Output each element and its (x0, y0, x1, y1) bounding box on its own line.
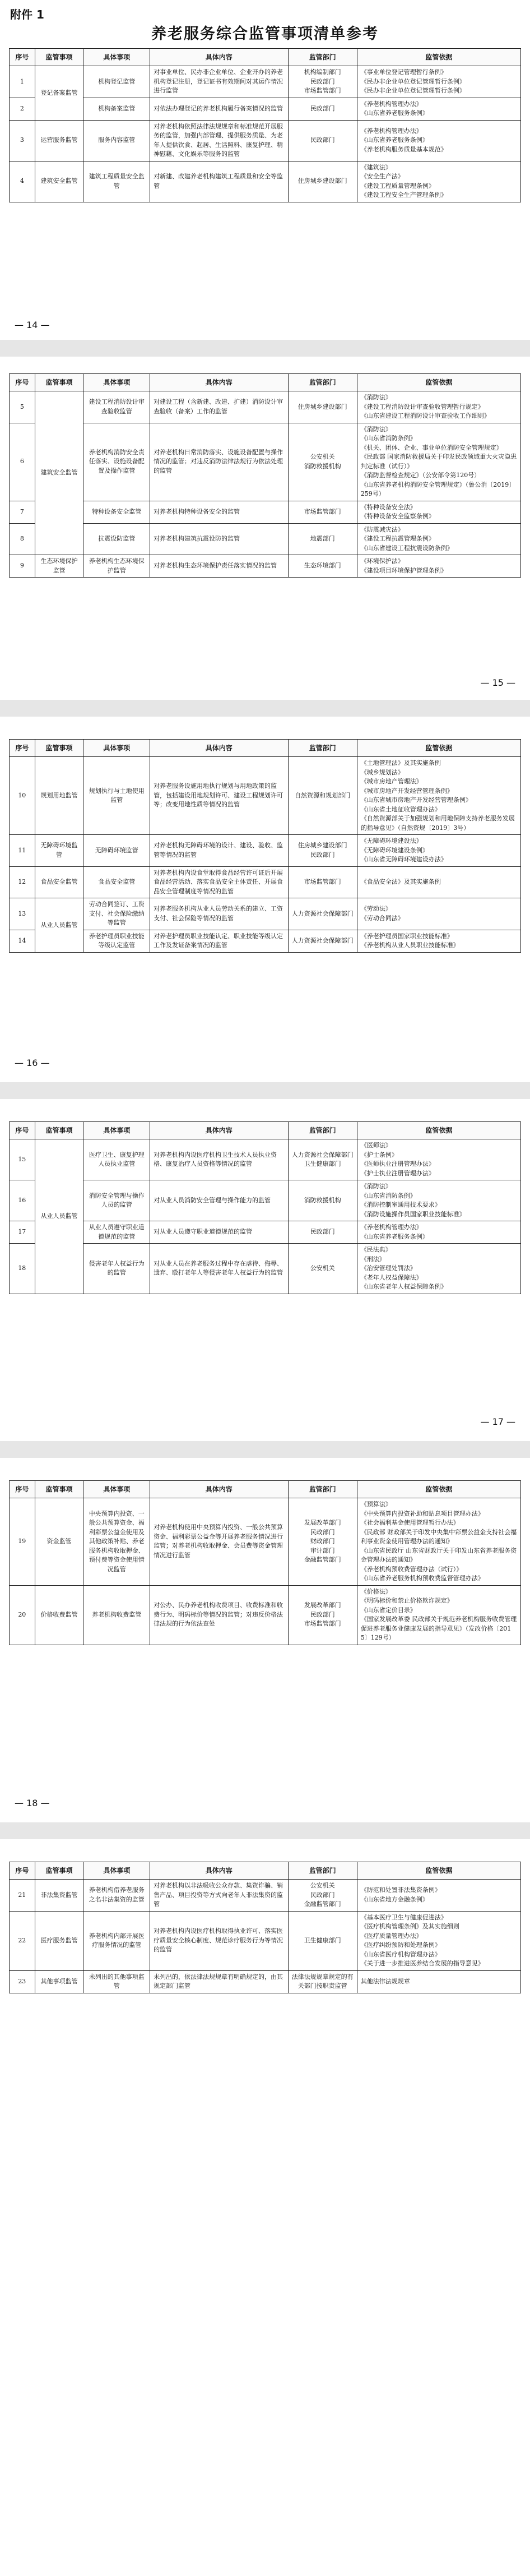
page-2 (0, 357, 530, 700)
legal-basis: 《土地管理法》及其实施条例 《城乡规划法》 《城市房地产管理法》 《城市房地产开发经营管理条例》 《山东省城市房地产开发经营管理条例》 《山东省土地征收管理办法》 《自然资源部关于加强规划和用地保障支持养老服务发展的指导意见》（自然资规〔2019〕3号） (357, 757, 520, 835)
supervising-department: 民政部门 (288, 120, 357, 161)
supervising-department: 自然资源和规划部门 (288, 757, 357, 835)
specific-content: 对养老机构使用中央预算内投资、一般公共预算资金、福利彩票公益金等开展养老服务情况进行监管；对养老机构收取押金、会员费等资金管理情况进行监管 (150, 1498, 289, 1586)
column-header: 监管依据 (357, 1862, 520, 1880)
column-header: 监管部门 (288, 374, 357, 391)
specific-item: 从业人员遵守职业道德规范的监管 (83, 1221, 150, 1244)
specific-content: 对养老机构内设食堂取得食品经营许可证后开展食品经营活动、落实食品安全主体责任、开展食品安全管理制度等情况的监管 (150, 866, 289, 898)
specific-item: 机构备案监管 (83, 98, 150, 120)
supervising-department: 发展改革部门 民政部门 财政部门 审计部门 金融监管部门 (288, 1498, 357, 1586)
column-header: 监管部门 (288, 1481, 357, 1498)
row-number: 5 (10, 391, 35, 423)
specific-item: 未列出的其他事项监管 (83, 1970, 150, 1993)
supervision-category: 资金监管 (35, 1498, 83, 1586)
supervising-department: 法律法规规章规定的有关部门按职责监管 (288, 1970, 357, 1993)
supervising-department: 公安机关 民政部门 金融监管部门 (288, 1880, 357, 1912)
specific-content: 对养老护理员职业技能认定、职业技能等级认定工作及发证备案情况的监管 (150, 930, 289, 952)
column-header: 具体事项 (83, 374, 150, 391)
supervising-department: 发展改革部门 民政部门 市场监管部门 (288, 1585, 357, 1645)
column-header: 监管部门 (288, 1862, 357, 1880)
row-number: 4 (10, 161, 35, 202)
supervising-department: 住房城乡建设部门 民政部门 (288, 835, 357, 867)
specific-content: 对养老机构以非法吸收公众存款、集资诈骗、销售产品、项目投资等方式向老年人非法集资的监管 (150, 1880, 289, 1912)
column-header: 序号 (10, 374, 35, 391)
supervision-table (9, 373, 521, 578)
legal-basis: 《消防法》 《山东省消防条例》 《消防控制室通用技术要求》 《消防设施操作员国家职业技能标准》 (357, 1180, 520, 1221)
supervising-department: 卫生健康部门 (288, 1911, 357, 1970)
supervision-table (9, 1862, 521, 1993)
legal-basis: 《基本医疗卫生与健康促进法》 《医疗机构管理条例》及其实施细则 《医疗质量管理办法》 《医疗纠纷预防和处理条例》 《山东省医疗机构管理办法》 《关于进一步推进医养结合发展的指导意见》 (357, 1911, 520, 1970)
specific-item: 养老机构消防安全责任落实、设施设备配置及操作监管 (83, 423, 150, 501)
supervising-department: 公安机关 (288, 1244, 357, 1294)
table-row (10, 1221, 521, 1244)
specific-item: 养老机构内部开展医疗服务情况的监管 (83, 1911, 150, 1970)
legal-basis: 《预算法》 《中央预算内投资补助和贴息项目管理办法》 《社会福利基金使用管理暂行办法》 《民政部 财政部关于印发中央集中彩票公益金支持社会福利事业资金使用管理办法的通知》 《山东省民政厅 山东省财政厅关于印发山东省养老服务资金管理办法的通知》 《养老机构预收费管理办法（试行）》 《山东省养老服务机构预收费监督管理办法》 (357, 1498, 520, 1586)
specific-item: 劳动合同签订、工资支付、社会保险缴纳等监管 (83, 898, 150, 930)
supervision-category: 运营服务监管 (35, 120, 83, 161)
supervision-category: 从业人员监管 (35, 1139, 83, 1294)
supervising-department: 消防救援机构 (288, 1180, 357, 1221)
specific-content: 对养老机构建筑抗震设防的监管 (150, 523, 289, 555)
legal-basis: 《消防法》 《建设工程消防设计审查验收管理暂行规定》 《山东省建设工程消防设计审查验收工作细则》 (357, 391, 520, 423)
specific-content: 对养老机构无障碍环境的设计、建设、验收、监管等情况的监管 (150, 835, 289, 867)
specific-content: 对从业人员在养老服务过程中存在虐待、侮辱、遗弃、殴打老年人等侵害老年人权益行为的监管 (150, 1244, 289, 1294)
specific-item: 特种设备安全监管 (83, 501, 150, 523)
supervising-department: 民政部门 (288, 98, 357, 120)
specific-content: 对新建、改建养老机构建筑工程质量和安全等监管 (150, 161, 289, 202)
legal-basis: 《劳动法》 《劳动合同法》 (357, 898, 520, 930)
specific-content: 未列出的，依法律法规规章有明确规定的，由其规定部门监管 (150, 1970, 289, 1993)
row-number: 3 (10, 120, 35, 161)
row-number: 11 (10, 835, 35, 867)
table-row (10, 555, 521, 578)
row-number: 13 (10, 898, 35, 930)
row-number: 15 (10, 1139, 35, 1180)
page-number: — 16 — (15, 1058, 50, 1068)
specific-item: 养老机构借养老服务之名非法集资的监管 (83, 1880, 150, 1912)
supervising-department: 公安机关 消防救援机构 (288, 423, 357, 501)
column-header: 具体内容 (150, 1122, 289, 1139)
table-row (10, 1970, 521, 1993)
supervision-category: 登记备案监管 (35, 66, 83, 121)
column-header: 监管事项 (35, 740, 83, 757)
specific-content: 对公办、民办养老机构收费项目、收费标准和收费行为、明码标价等情况的监管；对违反价格法律法规的行为依法查处 (150, 1585, 289, 1645)
supervision-category: 建筑安全监管 (35, 161, 83, 202)
row-number: 16 (10, 1180, 35, 1221)
specific-content: 对从业人员消防安全管理与操作能力的监管 (150, 1180, 289, 1221)
table-header-row (10, 1862, 521, 1880)
page-4 (0, 1099, 530, 1441)
row-number: 12 (10, 866, 35, 898)
row-number: 1 (10, 66, 35, 98)
legal-basis: 《食品安全法》及其实施条例 (357, 866, 520, 898)
column-header: 序号 (10, 1481, 35, 1498)
table-row (10, 391, 521, 423)
specific-content: 对养老机构特种设备安全的监管 (150, 501, 289, 523)
legal-basis: 《特种设备安全法》 《特种设备安全监察条例》 (357, 501, 520, 523)
specific-item: 规划执行与土地使用监管 (83, 757, 150, 835)
column-header: 序号 (10, 1862, 35, 1880)
legal-basis: 《价格法》 《明码标价和禁止价格欺诈规定》 《山东省定价目录》 《国家发展改革委 民政部关于规范养老机构服务收费管理促进养老服务业健康发展的指导意见》（发改价格〔2015〕129号） (357, 1585, 520, 1645)
specific-item: 中央预算内投资、一般公共预算资金、福利彩票公益金使用及其他政策补贴、养老服务机构收取押金、预付费等资金使用情况监管 (83, 1498, 150, 1586)
supervising-department: 住房城乡建设部门 (288, 161, 357, 202)
column-header: 监管部门 (288, 49, 357, 66)
legal-basis: 《无障碍环境建设法》 《无障碍环境建设条例》 《山东省无障碍环境建设办法》 (357, 835, 520, 867)
column-header: 具体事项 (83, 1122, 150, 1139)
column-header: 监管部门 (288, 740, 357, 757)
page-number: — 14 — (15, 320, 50, 330)
row-number: 7 (10, 501, 35, 523)
row-number: 2 (10, 98, 35, 120)
table-row (10, 1139, 521, 1180)
column-header: 监管依据 (357, 740, 520, 757)
supervision-category: 规划用地监管 (35, 757, 83, 835)
column-header: 监管部门 (288, 1122, 357, 1139)
legal-basis: 《养老护理员国家职业技能标准》 《养老机构从业人员职业技能标准》 (357, 930, 520, 952)
supervision-category: 生态环境保护监管 (35, 555, 83, 578)
specific-item: 抗震设防监管 (83, 523, 150, 555)
legal-basis: 《建筑法》 《安全生产法》 《建设工程质量管理条例》 《建设工程安全生产管理条例》 (357, 161, 520, 202)
supervising-department: 人力资源社会保障部门 卫生健康部门 (288, 1139, 357, 1180)
supervising-department: 机构编制部门 民政部门 市场监管部门 (288, 66, 357, 98)
column-header: 具体内容 (150, 374, 289, 391)
column-header: 监管事项 (35, 49, 83, 66)
specific-item: 养老机构收费监管 (83, 1585, 150, 1645)
supervision-category: 医疗服务监管 (35, 1911, 83, 1970)
table-row (10, 835, 521, 867)
row-number: 10 (10, 757, 35, 835)
table-row (10, 757, 521, 835)
table-row (10, 1244, 521, 1294)
column-header: 具体事项 (83, 1862, 150, 1880)
table-header-row (10, 374, 521, 391)
table-row (10, 501, 521, 523)
table-row (10, 1180, 521, 1221)
legal-basis: 《防范和处置非法集资条例》 《山东省地方金融条例》 (357, 1880, 520, 1912)
specific-content: 对养老机构内设医疗机构取得执业许可、落实医疗质量安全核心制度、规范诊疗服务行为等情况的监管 (150, 1911, 289, 1970)
legal-basis: 《养老机构管理办法》 《山东省养老服务条例》 《养老机构服务质量基本规范》 (357, 120, 520, 161)
supervision-category: 价格收费监管 (35, 1585, 83, 1645)
attachment-label: 附件 1 (10, 8, 44, 21)
specific-item: 消防安全管理与操作人员的监管 (83, 1180, 150, 1221)
specific-item: 建设工程消防设计审查验收监管 (83, 391, 150, 423)
row-number: 20 (10, 1585, 35, 1645)
specific-content: 对事业单位、民办非企业单位、企业开办的养老机构登记注册，登记证书有效期间对其运作情况进行监管 (150, 66, 289, 98)
table-row (10, 1585, 521, 1645)
specific-content: 对建设工程（含新建、改建、扩建）消防设计审查验收（备案）工作的监管 (150, 391, 289, 423)
table-header-row (10, 1481, 521, 1498)
table-header-row (10, 49, 521, 66)
row-number: 23 (10, 1970, 35, 1993)
supervising-department: 民政部门 (288, 1221, 357, 1244)
table-row (10, 898, 521, 930)
column-header: 序号 (10, 1122, 35, 1139)
page-number: — 15 — (480, 677, 515, 688)
column-header: 监管依据 (357, 374, 520, 391)
legal-basis: 《民法典》 《刑法》 《治安管理处罚法》 《老年人权益保障法》 《山东省老年人权益保障条例》 (357, 1244, 520, 1294)
row-number: 22 (10, 1911, 35, 1970)
column-header: 监管依据 (357, 49, 520, 66)
row-number: 21 (10, 1880, 35, 1912)
column-header: 具体内容 (150, 740, 289, 757)
supervision-table (9, 1480, 521, 1645)
specific-content: 对从业人员遵守职业道德规范的监管 (150, 1221, 289, 1244)
row-number: 17 (10, 1221, 35, 1244)
page-1 (0, 0, 530, 340)
column-header: 具体内容 (150, 1481, 289, 1498)
table-header-row (10, 740, 521, 757)
specific-content: 对养老机构日常消防落实、设施设备配置与操作情况的监管；对违反消防法律法规行为依法处理的监管 (150, 423, 289, 501)
supervising-department: 市场监管部门 (288, 501, 357, 523)
supervision-table (9, 1121, 521, 1294)
specific-item: 无障碍环境监管 (83, 835, 150, 867)
table-row (10, 930, 521, 952)
page-5 (0, 1458, 530, 1822)
supervision-category: 食品安全监管 (35, 866, 83, 898)
specific-item: 医疗卫生、康复护理人员执业监管 (83, 1139, 150, 1180)
column-header: 具体内容 (150, 1862, 289, 1880)
column-header: 具体事项 (83, 49, 150, 66)
table-row (10, 120, 521, 161)
supervising-department: 市场监管部门 (288, 866, 357, 898)
specific-item: 机构登记监管 (83, 66, 150, 98)
supervision-category: 其他事项监管 (35, 1970, 83, 1993)
specific-content: 对养老机构依照法律法规规章和标准规范开展服务的监管，加强内部管理、提供服务质量、为老年人提供饮食、起居、生活照料、康复护理、精神慰藉、文化娱乐等服务的监管 (150, 120, 289, 161)
row-number: 14 (10, 930, 35, 952)
table-row (10, 98, 521, 120)
column-header: 具体内容 (150, 49, 289, 66)
legal-basis: 《养老机构管理办法》 《山东省养老服务条例》 (357, 1221, 520, 1244)
table-row (10, 1880, 521, 1912)
specific-content: 对养老机构内设医疗机构卫生技术人员执业资格、康复治疗人员资格等情况的监管 (150, 1139, 289, 1180)
supervision-table (9, 739, 521, 953)
supervision-category: 从业人员监管 (35, 898, 83, 953)
table-row (10, 161, 521, 202)
row-number: 6 (10, 423, 35, 501)
row-number: 19 (10, 1498, 35, 1586)
row-number: 18 (10, 1244, 35, 1294)
row-number: 9 (10, 555, 35, 578)
legal-basis: 《防震减灾法》 《建设工程抗震管理条例》 《山东省建设工程抗震设防条例》 (357, 523, 520, 555)
supervising-department: 人力资源社会保障部门 (288, 930, 357, 952)
table-row (10, 66, 521, 98)
column-header: 监管事项 (35, 374, 83, 391)
legal-basis: 其他法律法规规章 (357, 1970, 520, 1993)
column-header: 监管事项 (35, 1122, 83, 1139)
page-number: — 18 — (15, 1798, 50, 1808)
specific-item: 侵害老年人权益行为的监管 (83, 1244, 150, 1294)
table-row (10, 423, 521, 501)
column-header: 监管依据 (357, 1481, 520, 1498)
document-title: 养老服务综合监管事项清单参考 (151, 25, 379, 43)
legal-basis: 《养老机构管理办法》 《山东省养老服务条例》 (357, 98, 520, 120)
supervision-category: 非法集资监管 (35, 1880, 83, 1912)
supervising-department: 生态环境部门 (288, 555, 357, 578)
column-header: 具体事项 (83, 740, 150, 757)
table-row (10, 866, 521, 898)
specific-content: 对养老服务设施用地执行规划与用地政策的监管，包括建设用地规划许可、建设工程规划许可等；改变用地性质等情况的监管 (150, 757, 289, 835)
legal-basis: 《环境保护法》 《建设项目环境保护管理条例》 (357, 555, 520, 578)
column-header: 序号 (10, 49, 35, 66)
column-header: 具体事项 (83, 1481, 150, 1498)
specific-content: 对养老机构生态环境保护责任落实情况的监管 (150, 555, 289, 578)
page-3 (0, 717, 530, 1082)
specific-item: 服务内容监管 (83, 120, 150, 161)
specific-content: 对依法办理登记的养老机构履行备案情况的监管 (150, 98, 289, 120)
supervising-department: 人力资源社会保障部门 (288, 898, 357, 930)
column-header: 监管事项 (35, 1481, 83, 1498)
column-header: 监管依据 (357, 1122, 520, 1139)
legal-basis: 《消防法》 《山东省消防条例》 《机关、团体、企业、事业单位消防安全管理规定》 《民政部 国家消防救援局关于印发民政领域重大火灾隐患判定标准（试行）》 《消防监督检查规定》（公安部令第120号） 《山东省养老机构消防安全管理规定》（鲁公消〔2019〕259号） (357, 423, 520, 501)
specific-item: 养老护理员职业技能等级认定监管 (83, 930, 150, 952)
supervision-table (9, 48, 521, 202)
table-row (10, 523, 521, 555)
specific-item: 建筑工程质量安全监管 (83, 161, 150, 202)
page-6 (0, 1839, 530, 2576)
legal-basis: 《事业单位登记管理暂行条例》 《民办非企业单位登记管理暂行条例》 《民办非企业单位登记管理暂行条例》 (357, 66, 520, 98)
legal-basis: 《医师法》 《护士条例》 《医师执业注册管理办法》 《护士执业注册管理办法》 (357, 1139, 520, 1180)
specific-item: 养老机构生态环境保护监管 (83, 555, 150, 578)
supervising-department: 地震部门 (288, 523, 357, 555)
column-header: 监管事项 (35, 1862, 83, 1880)
specific-item: 食品安全监管 (83, 866, 150, 898)
row-number: 8 (10, 523, 35, 555)
table-header-row (10, 1122, 521, 1139)
specific-content: 对养老服务机构从业人员劳动关系的建立、工资支付、社会保险等情况的监管 (150, 898, 289, 930)
table-row (10, 1498, 521, 1586)
supervision-category: 无障碍环境监管 (35, 835, 83, 867)
supervision-category: 建筑安全监管 (35, 391, 83, 555)
table-row (10, 1911, 521, 1970)
page-number: — 17 — (480, 1416, 515, 1427)
supervising-department: 住房城乡建设部门 (288, 391, 357, 423)
column-header: 序号 (10, 740, 35, 757)
